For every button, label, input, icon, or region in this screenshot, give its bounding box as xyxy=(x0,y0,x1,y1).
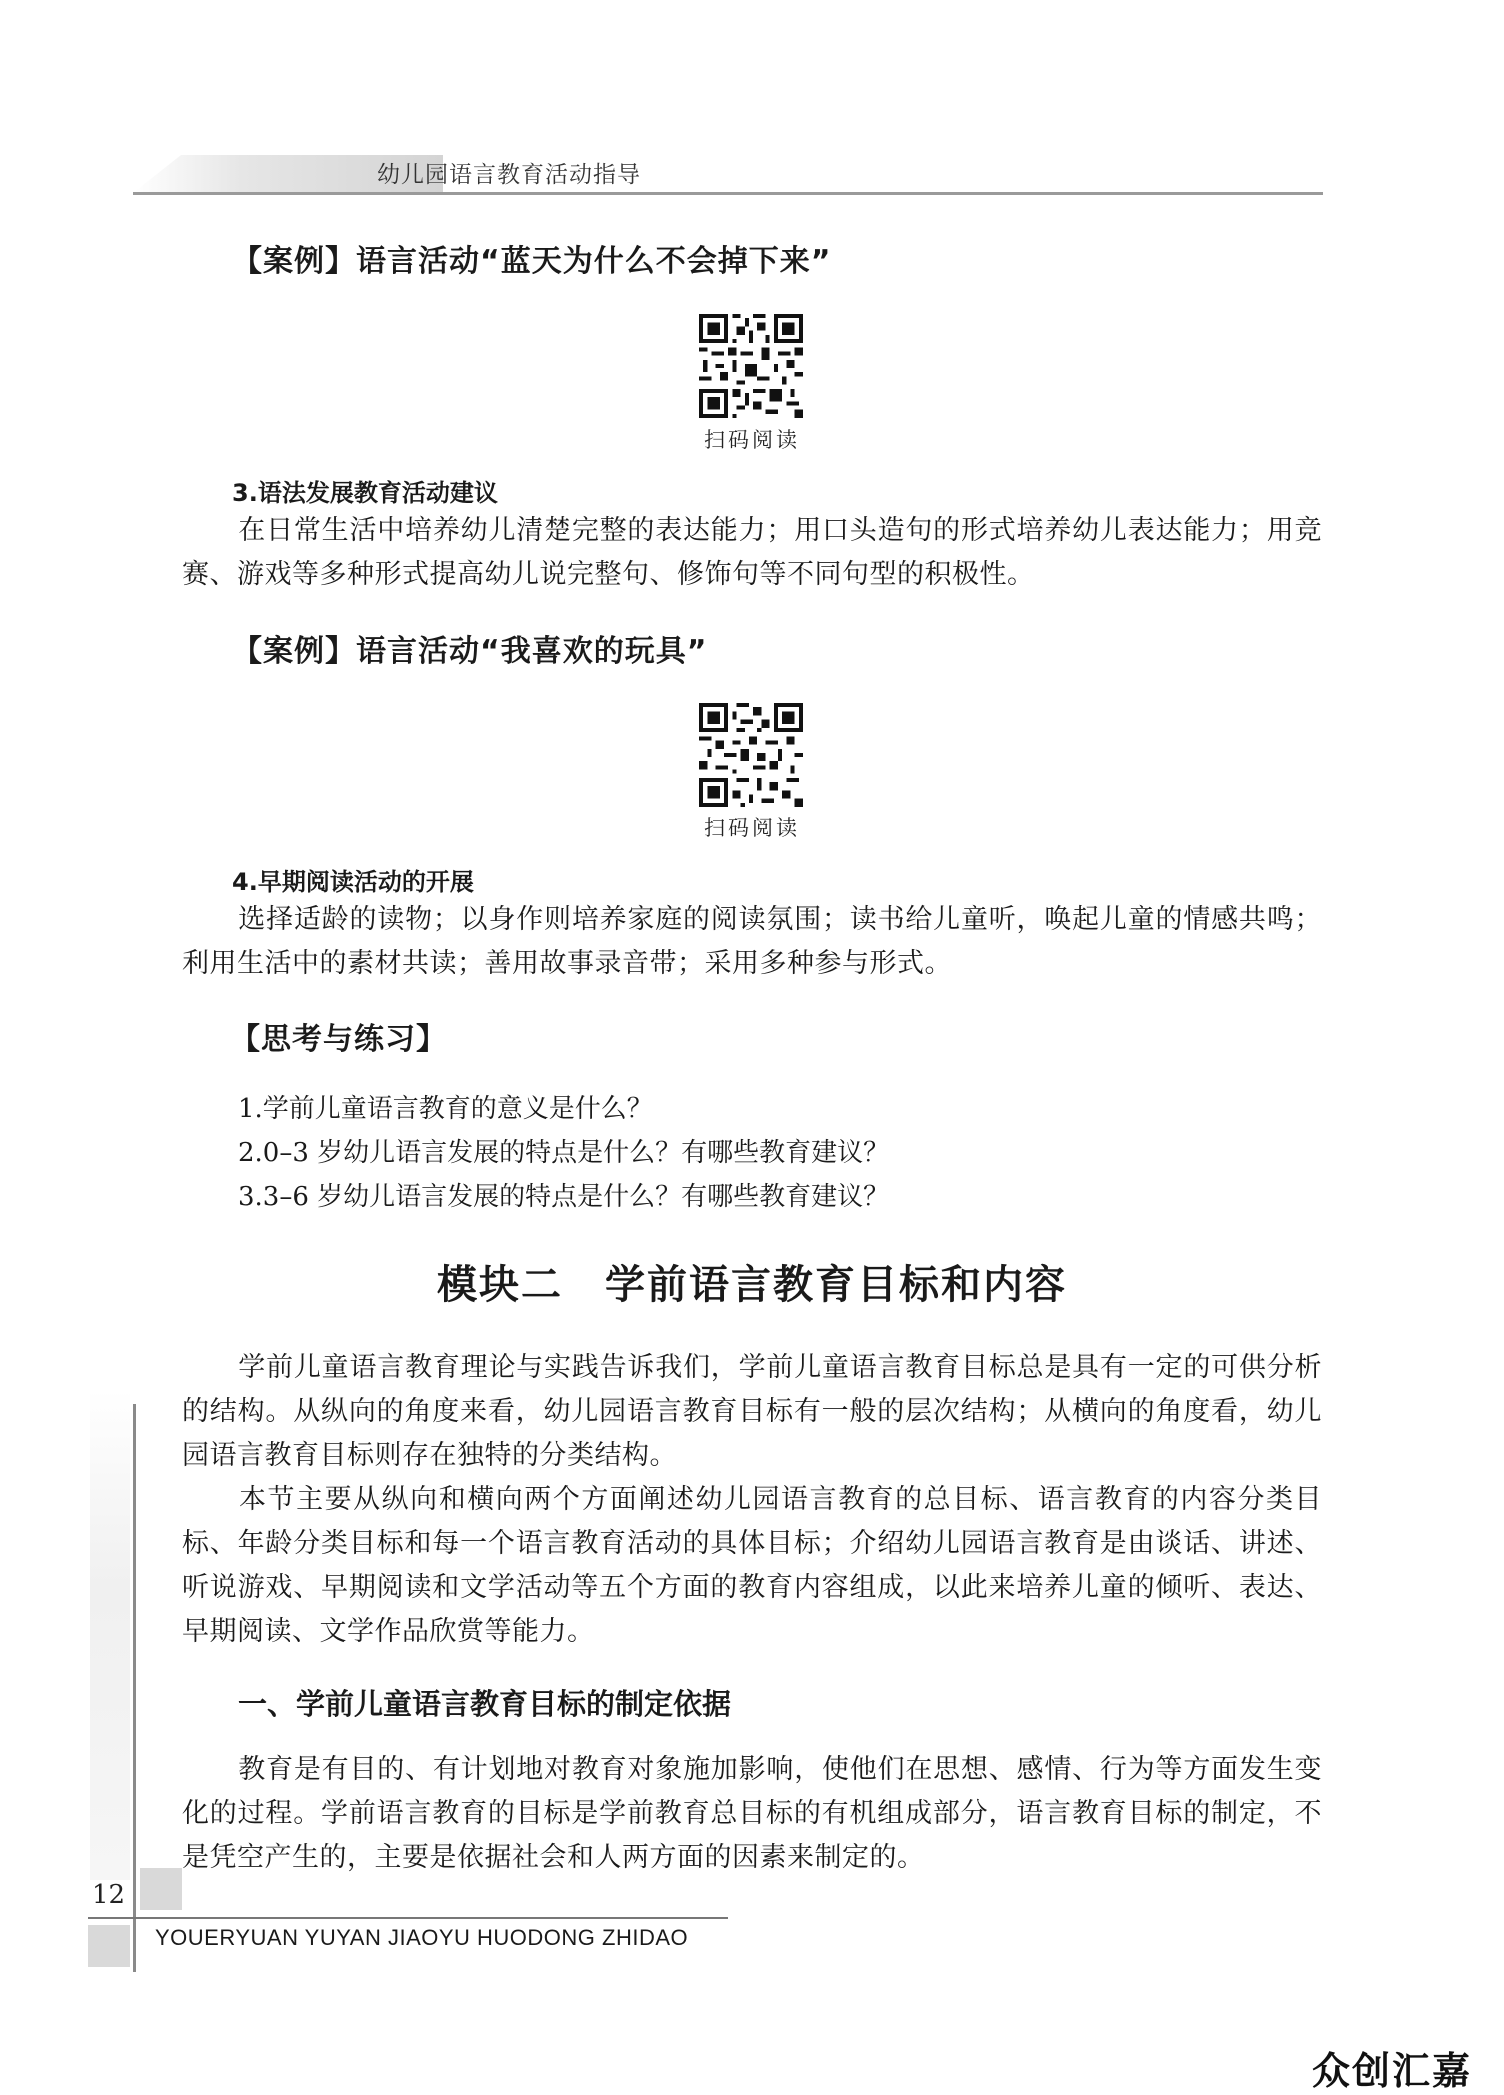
section-1-text: 教育是有目的、有计划地对教育对象施加影响，使他们在思想、感情、行为等方面发生变化的过程。学前语言教育的目标是学前教育总目标的有机组成部分，语言教育目标的制定，不是凭空产生的，主要是依据社会和人两方面的因素来制定的。 xyxy=(182,1754,1322,1873)
case-title-1: 【案例】语言活动“蓝天为什么不会掉下来” xyxy=(232,244,832,279)
section-4-text: 选择适龄的读物；以身作则培养家庭的阅读氛围；读书给儿童听，唤起儿童的情感共鸣；利用生活中的素材共读；善用故事录音带；采用多种参与形式。 xyxy=(182,904,1322,979)
footer-rule xyxy=(88,1917,728,1919)
qr-code-1 xyxy=(699,314,803,418)
running-header-title: 幼儿园语言教育活动指导 xyxy=(377,162,641,188)
section-1-paragraph xyxy=(182,1748,1322,1880)
exercise-question: 2.0–3 岁幼儿语言发展的特点是什么？有哪些教育建议？ xyxy=(238,1138,890,1168)
footer-square xyxy=(88,1925,130,1967)
case-title-2: 【案例】语言活动“我喜欢的玩具” xyxy=(232,634,708,669)
exercise-title: 【思考与练习】 xyxy=(230,1022,447,1057)
qr-caption-1: 扫码阅读 xyxy=(704,428,800,452)
exercise-question: 1.学前儿童语言教育的意义是什么？ xyxy=(238,1094,653,1124)
qr-caption-2: 扫码阅读 xyxy=(704,816,800,840)
section-3-heading: 3.语法发展教育活动建议 xyxy=(232,479,498,507)
footer-square xyxy=(140,1868,182,1910)
page-number: 12 xyxy=(92,1880,126,1910)
footer-english-title: YOUERYUAN YUYAN JIAOYU HUODONG ZHIDAO xyxy=(155,1925,689,1950)
header-rule xyxy=(133,192,1323,195)
section-1-heading: 一、学前儿童语言教育目标的制定依据 xyxy=(238,1687,732,1721)
module-paragraph-1 xyxy=(182,1346,1322,1478)
margin-decoration xyxy=(90,1390,130,1880)
section-3-paragraph xyxy=(182,509,1322,597)
module-title: 模块二 学前语言教育目标和内容 xyxy=(437,1261,1067,1308)
module-paragraph-2-text: 本节主要从纵向和横向两个方面阐述幼儿园语言教育的总目标、语言教育的内容分类目标、年龄分类目标和每一个语言教育活动的具体目标；介绍幼儿园语言教育是由谈话、讲述、听说游戏、早期阅读和文学活动等五个方面的教育内容组成，以此来培养儿童的倾听、表达、早期阅读、文学作品欣赏等能力。 xyxy=(182,1484,1322,1647)
section-4-heading: 4.早期阅读活动的开展 xyxy=(232,868,474,896)
section-3-text: 在日常生活中培养幼儿清楚完整的表达能力；用口头造句的形式培养幼儿表达能力；用竞赛、游戏等多种形式提高幼儿说完整句、修饰句等不同句型的积极性。 xyxy=(182,515,1322,590)
module-paragraph-2 xyxy=(182,1478,1322,1654)
exercise-question: 3.3–6 岁幼儿语言发展的特点是什么？有哪些教育建议？ xyxy=(238,1182,890,1212)
qr-code-2 xyxy=(699,703,803,807)
section-4-paragraph xyxy=(182,898,1322,986)
watermark-logo: 众创汇嘉 xyxy=(1312,2049,1473,2093)
margin-rule xyxy=(133,1404,136,1972)
module-paragraph-1-text: 学前儿童语言教育理论与实践告诉我们，学前儿童语言教育目标总是具有一定的可供分析的结构。从纵向的角度来看，幼儿园语言教育目标有一般的层次结构；从横向的角度看，幼儿园语言教育目标则存在独特的分类结构。 xyxy=(182,1352,1322,1471)
